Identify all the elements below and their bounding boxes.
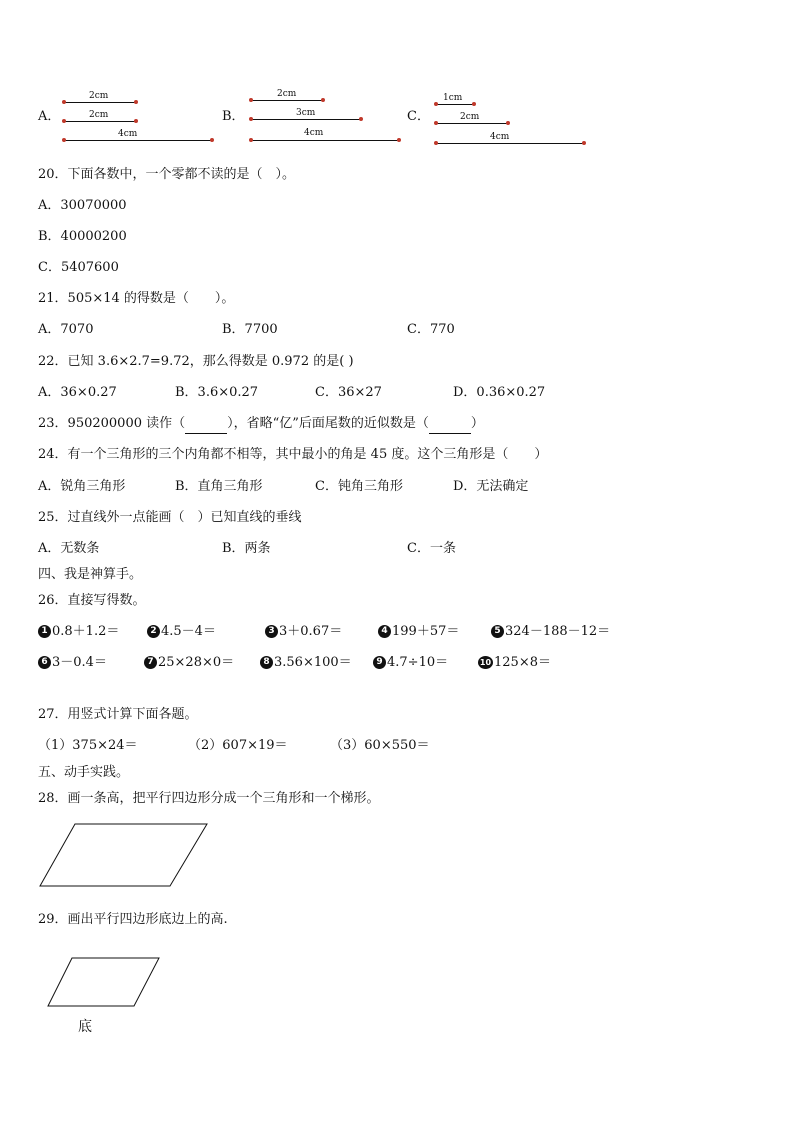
section-5-heading: 五、动手实践。 (38, 765, 130, 780)
q26-expr: 199＋57＝ (392, 624, 460, 639)
q20-option-a[interactable]: A．30070000 (38, 198, 127, 213)
q19-c-seg3 (436, 143, 584, 144)
circled-number-icon: 7 (144, 656, 157, 669)
q26-expr: 3－0.4＝ (52, 655, 107, 670)
endpoint (134, 119, 138, 123)
q26-item-1[interactable] (38, 623, 119, 641)
circled-number-icon: 2 (147, 625, 160, 638)
endpoint (249, 117, 253, 121)
q25-option-a[interactable]: A．无数条 (38, 541, 100, 556)
q27-stem: 27．用竖式计算下面各题。 (38, 707, 198, 722)
q23-blank-1[interactable] (185, 415, 227, 434)
q25-option-b[interactable]: B．两条 (222, 541, 271, 556)
q24-option-d[interactable]: D．无法确定 (453, 479, 529, 494)
q26-item-9[interactable] (373, 654, 448, 672)
endpoint (582, 141, 586, 145)
q26-item-4[interactable] (378, 623, 459, 641)
q21-option-b[interactable]: B．7700 (222, 322, 278, 337)
q19-c-seg1-label: 1cm (443, 93, 463, 103)
q19-b-seg3 (251, 140, 399, 141)
q24-stem: 24．有一个三角形的三个内角都不相等，其中最小的角是 45 度。这个三角形是（ ） (38, 447, 548, 462)
circled-number-icon: 9 (373, 656, 386, 669)
q22-option-a[interactable]: A．36×0.27 (38, 385, 117, 400)
q20-option-b[interactable]: B．40000200 (38, 229, 127, 244)
q26-item-3[interactable] (265, 623, 342, 641)
q19-a-seg2 (64, 121, 136, 122)
endpoint (506, 121, 510, 125)
q19-b-seg2-label: 3cm (296, 108, 316, 118)
q23-text-1: 23．950200000 读作（ (38, 416, 186, 431)
q24-option-c[interactable]: C．钝角三角形 (315, 479, 403, 494)
q19-c-seg3-label: 4cm (490, 132, 510, 142)
q26-stem: 26．直接写得数。 (38, 593, 146, 608)
q19-b-seg3-label: 4cm (304, 128, 324, 138)
circled-number-icon: 1 (38, 625, 51, 638)
endpoint (397, 138, 401, 142)
q19-b-seg1-label: 2cm (277, 89, 297, 99)
q25-stem: 25．过直线外一点能画（ ）已知直线的垂线 (38, 510, 302, 525)
endpoint (62, 119, 66, 123)
endpoint (472, 102, 476, 106)
endpoint (62, 138, 66, 142)
q26-item-8[interactable] (260, 654, 352, 672)
q19-a-seg3-label: 4cm (118, 129, 138, 139)
circled-number-icon: 8 (260, 656, 273, 669)
q26-item-10[interactable] (478, 654, 551, 672)
endpoint (359, 117, 363, 121)
q26-expr: 4.7÷10＝ (387, 655, 449, 670)
circled-number-icon: 10 (479, 658, 492, 667)
q23-stem (38, 415, 484, 434)
q19-c-seg1 (436, 104, 474, 105)
q29-parallelogram[interactable] (46, 956, 162, 1008)
endpoint (249, 98, 253, 102)
endpoint (62, 100, 66, 104)
q28-stem: 28．画一条高，把平行四边形分成一个三角形和一个梯形。 (38, 791, 380, 806)
q21-option-a[interactable]: A．7070 (38, 322, 94, 337)
q24-option-b[interactable]: B．直角三角形 (175, 479, 263, 494)
q19-a-seg3 (64, 140, 212, 141)
q19-b-seg1 (251, 100, 323, 101)
q26-expr: 3.56×100＝ (274, 655, 352, 670)
q19-option-b-letter: B． (222, 109, 245, 124)
q26-expr: 125×8＝ (494, 655, 551, 670)
q19-option-c-letter: C． (407, 109, 430, 124)
q27-item-3[interactable]: （3）60×550＝ (330, 738, 430, 753)
endpoint (434, 141, 438, 145)
q21-option-c[interactable]: C．770 (407, 322, 455, 337)
q22-option-c[interactable]: C．36×27 (315, 385, 382, 400)
q22-option-d[interactable]: D．0.36×0.27 (453, 385, 546, 400)
q19-b-seg2 (251, 119, 361, 120)
q26-item-7[interactable] (144, 654, 234, 672)
q20-stem: 20．下面各数中，一个零都不读的是（ ）。 (38, 167, 296, 182)
q21-stem: 21．505×14 的得数是（ ）。 (38, 291, 235, 306)
q19-option-a-letter: A． (38, 109, 61, 124)
endpoint (249, 138, 253, 142)
endpoint (210, 138, 214, 142)
q22-stem: 22．已知 3.6×2.7=9.72，那么得数是 0.972 的是( ) (38, 354, 354, 369)
q29-base-label: 底 (78, 1019, 92, 1035)
circled-number-icon: 5 (491, 625, 504, 638)
q22-option-b[interactable]: B．3.6×0.27 (175, 385, 259, 400)
q26-item-6[interactable] (38, 654, 107, 672)
section-4-heading: 四、我是神算手。 (38, 567, 143, 582)
q26-expr: 25×28×0＝ (158, 655, 235, 670)
q23-text-3: ） (470, 416, 484, 431)
endpoint (434, 102, 438, 106)
circled-number-icon: 6 (38, 656, 51, 669)
q26-expr: 3＋0.67＝ (279, 624, 343, 639)
q29-stem: 29．画出平行四边形底边上的高. (38, 912, 228, 927)
q26-item-5[interactable] (491, 623, 610, 641)
q19-c-seg2-label: 2cm (460, 112, 480, 122)
endpoint (134, 100, 138, 104)
circled-number-icon: 4 (378, 625, 391, 638)
endpoint (434, 121, 438, 125)
q28-parallelogram[interactable] (38, 822, 210, 888)
q19-a-seg1-label: 2cm (89, 91, 109, 101)
endpoint (321, 98, 325, 102)
q26-item-2[interactable] (147, 623, 216, 641)
q25-option-c[interactable]: C．一条 (407, 541, 456, 556)
q27-item-2[interactable]: （2）607×19＝ (188, 738, 288, 753)
q27-item-1[interactable]: （1）375×24＝ (38, 738, 138, 753)
q26-expr: 324－188－12＝ (505, 624, 611, 639)
q26-expr: 4.5－4＝ (161, 624, 216, 639)
q23-blank-2[interactable] (429, 415, 471, 434)
q19-a-seg1 (64, 102, 136, 103)
q26-expr: 0.8＋1.2＝ (52, 624, 120, 639)
q19-a-seg2-label: 2cm (89, 110, 109, 120)
q20-option-c[interactable]: C．5407600 (38, 260, 119, 275)
q23-text-2: ），省略“亿”后面尾数的近似数是（ (227, 416, 429, 431)
q19-c-seg2 (436, 123, 508, 124)
q24-option-a[interactable]: A．锐角三角形 (38, 479, 126, 494)
circled-number-icon: 3 (265, 625, 278, 638)
